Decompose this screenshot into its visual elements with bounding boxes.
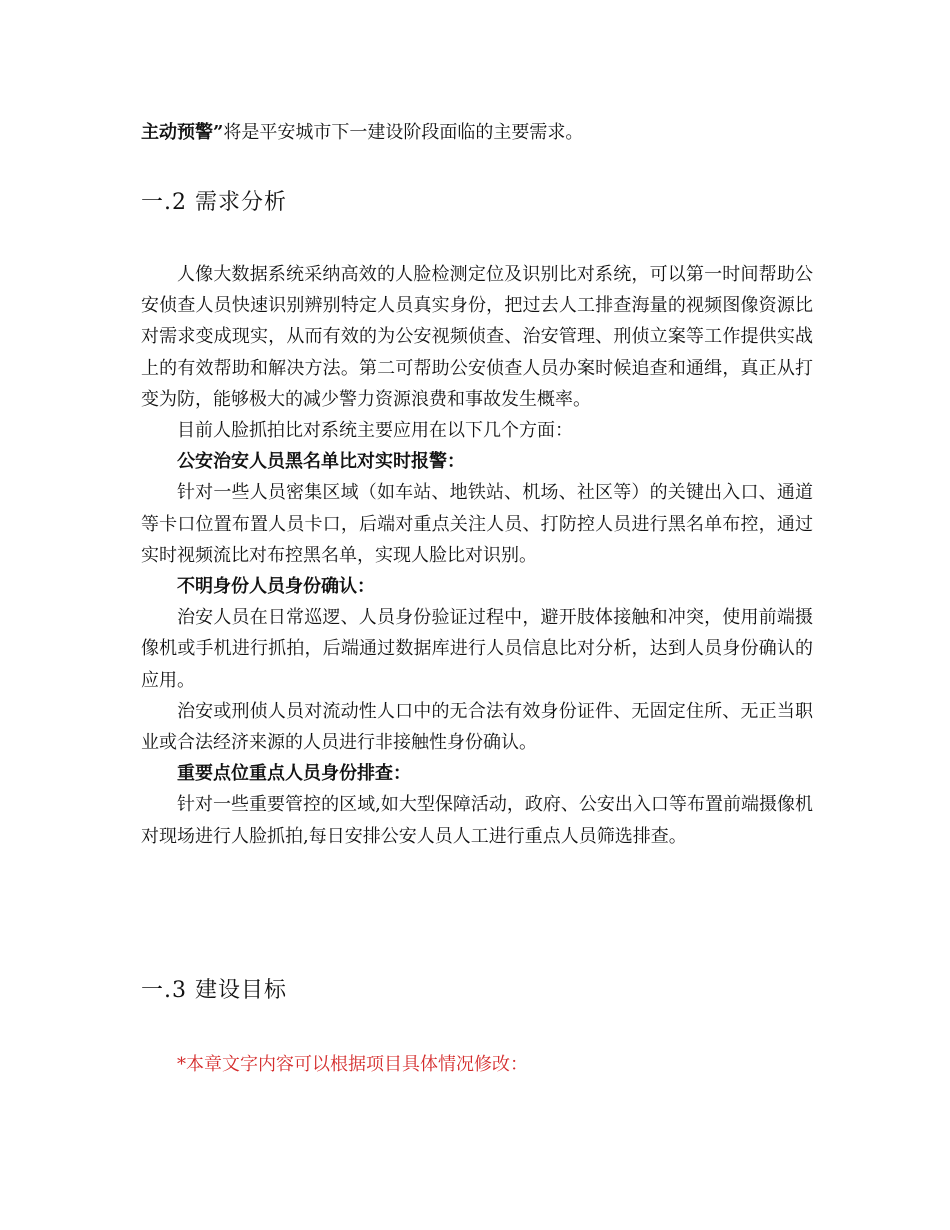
item-text-screening: 针对一些重要管控的区域,如大型保障活动，政府、公安出入口等布置前端摄像机对现场进行人脸抓拍,每日安排公安人员人工进行重点人员筛选排查。: [141, 794, 813, 847]
item-title-blacklist: 公安治安人员黑名单比对实时报警：: [177, 451, 465, 473]
item-title-screening: 重要点位重点人员身份排查：: [177, 763, 411, 785]
intro-rest: 将是平安城市下一建设阶段面临的主要需求。: [223, 122, 584, 143]
section-heading-1-2: 一.2 需求分析: [141, 190, 287, 215]
item-text-blacklist: 针对一些人员密集区域（如车站、地铁站、机场、社区等）的关键出入口、通道等卡口位置布置人员卡口，后端对重点关注人员、打防控人员进行黑名单布控，通过实时视频流比对布控黑名单，实现人脸比对识别。: [141, 482, 813, 566]
paragraph-intro: 人像大数据系统采纳高效的人脸检测定位及识别比对系统，可以第一时间帮助公安侦查人员快速识别辨别特定人员真实身份，把过去人工排查海量的视频图像资源比对需求变成现实，从而有效的为公安视频侦查、治安管理、刑侦立案等工作提供实战上的有效帮助和解决方法。第二可帮助公安侦查人员办案时候追查和通缉，真正从打变为防，能够极大的减少警力资源浪费和事故发生概率。: [141, 264, 813, 410]
item-title-identity: 不明身份人员身份确认：: [177, 576, 375, 598]
section-heading-1-3: 一.3 建设目标: [141, 978, 287, 1003]
edit-note: *本章文字内容可以根据项目具体情况修改：: [177, 1054, 528, 1075]
paragraph-apps: 目前人脸抓拍比对系统主要应用在以下几个方面：: [177, 420, 573, 442]
item-text-identity-1: 治安人员在日常巡逻、人员身份验证过程中，避开肢体接触和冲突，使用前端摄像机或手机进行抓拍，后端通过数据库进行人员信息比对分析，达到人员身份确认的应用。: [141, 607, 813, 691]
intro-tail: [141, 117, 813, 148]
intro-bold: 主动预警”: [141, 122, 224, 143]
section-body-1-2: [141, 259, 813, 852]
item-text-identity-2: 治安或刑侦人员对流动性人口中的无合法有效身份证件、无固定住所、无正当职业或合法经济来源的人员进行非接触性身份确认。: [141, 700, 813, 754]
